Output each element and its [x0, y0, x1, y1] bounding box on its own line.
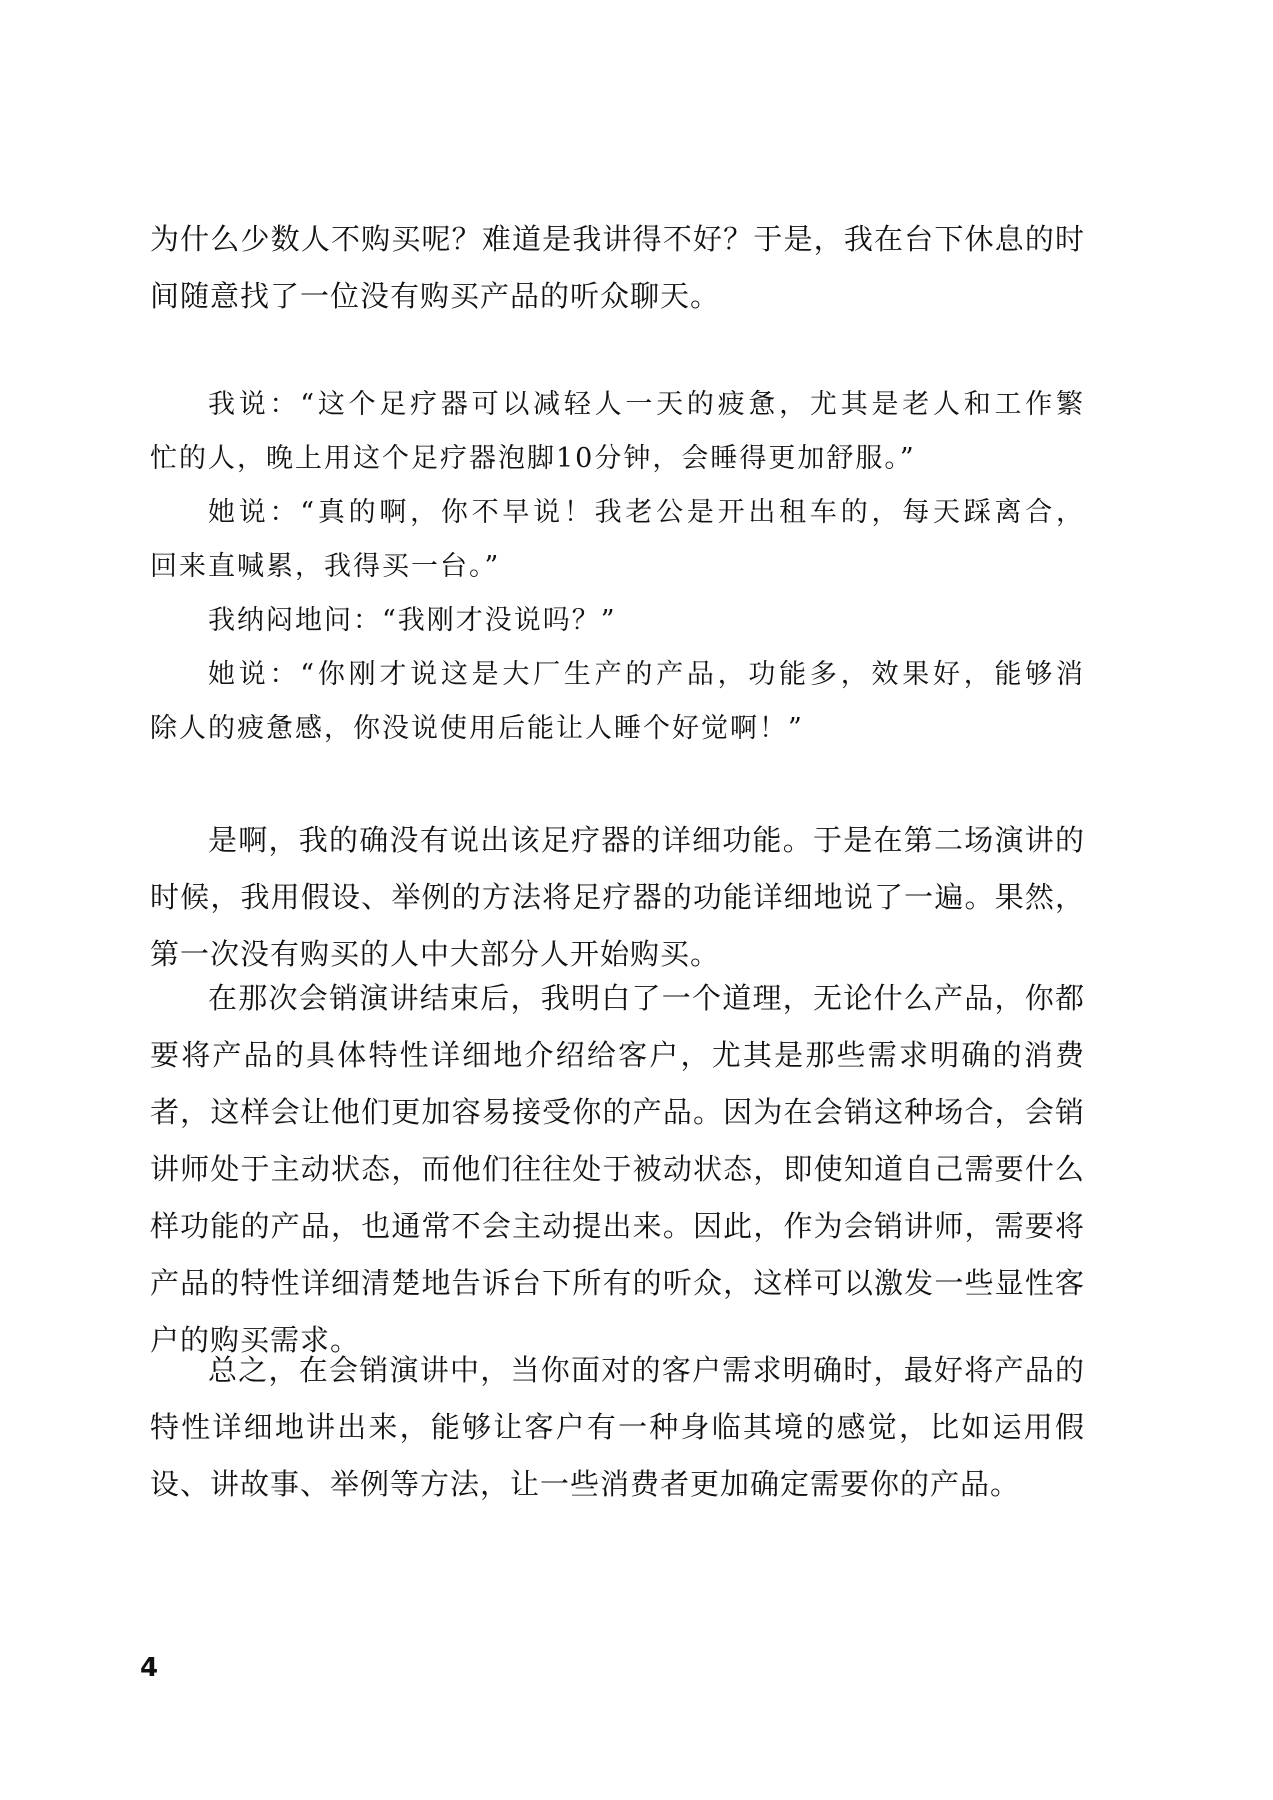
text-line: 要将产品的具体特性详细地介绍给客户，尤其是那些需求明确的消费 — [150, 1038, 1085, 1072]
text-line: 样功能的产品，也通常不会主动提出来。因此，作为会销讲师，需要将 — [150, 1209, 1085, 1243]
dialogue-block — [150, 378, 1085, 756]
body-paragraph-1 — [150, 812, 1085, 983]
text-line: 为什么少数人不购买呢？难道是我讲得不好？于是，我在台下休息的时 — [150, 222, 1085, 256]
body-paragraph-3 — [150, 1342, 1085, 1513]
dialogue-line: 回来直喊累，我得买一台。” — [150, 551, 501, 582]
body-paragraph-2 — [150, 970, 1085, 1369]
text-line: 户的购买需求。 — [150, 1323, 361, 1357]
dialogue-line: 忙的人，晚上用这个足疗器泡脚10分钟，会睡得更加舒服。” — [150, 443, 916, 474]
text-line: 间随意找了一位没有购买产品的听众聊天。 — [150, 279, 721, 313]
text-line: 总之，在会销演讲中，当你面对的客户需求明确时，最好将产品的 — [208, 1353, 1085, 1387]
text-line: 是啊，我的确没有说出该足疗器的详细功能。于是在第二场演讲的 — [208, 823, 1085, 857]
text-line: 产品的特性详细清楚地告诉台下所有的听众，这样可以激发一些显性客 — [150, 1266, 1085, 1300]
intro-paragraph — [150, 211, 1085, 325]
text-line: 在那次会销演讲结束后，我明白了一个道理，无论什么产品，你都 — [208, 981, 1085, 1015]
text-line: 者，这样会让他们更加容易接受你的产品。因为在会销这种场合，会销 — [150, 1095, 1085, 1129]
text-line: 特性详细地讲出来，能够让客户有一种身临其境的感觉，比如运用假 — [150, 1410, 1085, 1444]
dialogue-line: 除人的疲惫感，你没说使用后能让人睡个好觉啊！” — [150, 713, 804, 744]
dialogue-line: 她说：“你刚才说这是大厂生产的产品，功能多，效果好，能够消 — [208, 659, 1085, 690]
dialogue-line: 我说：“这个足疗器可以减轻人一天的疲惫，尤其是老人和工作繁 — [208, 389, 1085, 420]
page-number: 4 — [140, 1653, 159, 1683]
dialogue-line: 我纳闷地问：“我刚才没说吗？” — [208, 605, 617, 636]
dialogue-line: 她说：“真的啊，你不早说！我老公是开出租车的，每天踩离合， — [208, 497, 1085, 528]
text-line: 讲师处于主动状态，而他们往往处于被动状态，即使知道自己需要什么 — [150, 1152, 1085, 1186]
text-line: 时候，我用假设、举例的方法将足疗器的功能详细地说了一遍。果然， — [150, 880, 1085, 914]
text-line: 设、讲故事、举例等方法，让一些消费者更加确定需要你的产品。 — [150, 1467, 1021, 1501]
text-line: 第一次没有购买的人中大部分人开始购买。 — [150, 937, 721, 971]
